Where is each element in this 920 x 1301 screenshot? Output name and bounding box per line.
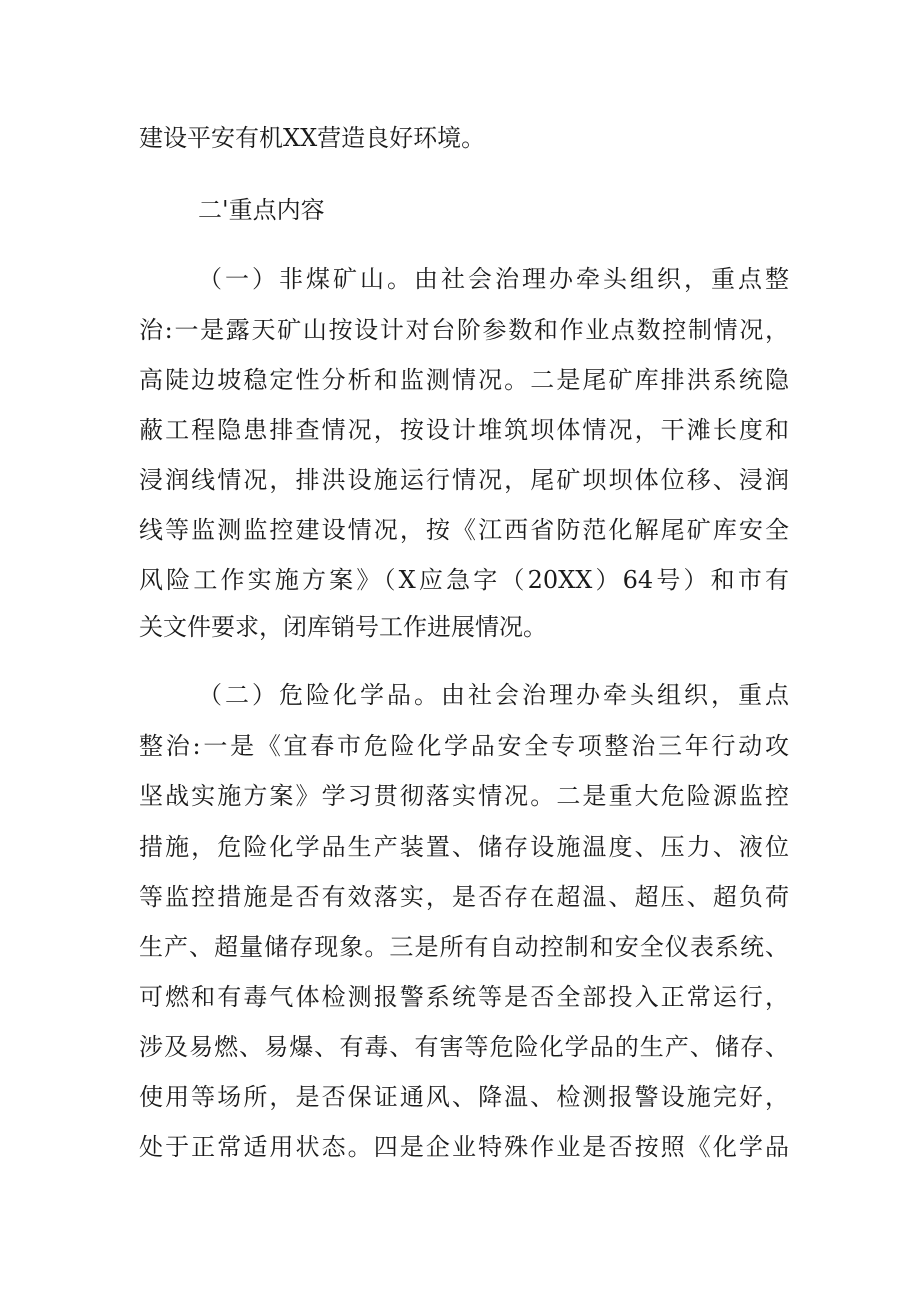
paragraph-2-line-5: 等监控措施是否有效落实，是否存在超温、超压、超负荷 [139, 883, 789, 911]
paragraph-2-line-10: 处于正常适用状态。四是企业特殊作业是否按照《化学品 [139, 1133, 789, 1161]
intro-line: 建设平安有机XX营造良好环境。 [139, 124, 486, 152]
paragraph-1-line-7: 风险工作实施方案》（X应急字（20XX）64号）和市有 [139, 566, 789, 594]
paragraph-2-line-1: （二）危险化学品。由社会治理办牵头组织，重点 [198, 681, 789, 709]
paragraph-1-line-8: 关文件要求，闭库销号工作进展情况。 [139, 613, 547, 641]
paragraph-2-line-6: 生产、超量储存现象。三是所有自动控制和安全仪表系统、 [139, 933, 789, 961]
paragraph-2-line-9: 使用等场所，是否保证通风、降温、检测报警设施完好， [139, 1083, 789, 1111]
paragraph-1-line-5: 浸润线情况，排洪设施运行情况，尾矿坝坝体位移、浸润 [139, 466, 789, 494]
paragraph-2-line-2: 整治:一是《宜春市危险化学品安全专项整治三年行动攻 [139, 732, 789, 760]
paragraph-1-line-3: 高陡边坡稳定性分析和监测情况。二是尾矿库排洪系统隐 [139, 366, 789, 394]
paragraph-2-line-8: 涉及易燃、易爆、有毒、有害等危险化学品的生产、储存、 [139, 1033, 789, 1061]
section-heading: 二'重点内容 [198, 196, 325, 224]
paragraph-2-line-3: 坚战实施方案》学习贯彻落实情况。二是重大危险源监控 [139, 782, 789, 810]
paragraph-1-line-6: 线等监测监控建设情况，按《江西省防范化解尾矿库安全 [139, 516, 789, 544]
paragraph-1-line-1: （一）非煤矿山。由社会治理办牵头组织，重点整 [198, 265, 789, 293]
paragraph-1-line-4: 蔽工程隐患排查情况，按设计堆筑坝体情况，干滩长度和 [139, 416, 789, 444]
paragraph-2-line-7: 可燃和有毒气体检测报警系统等是否全部投入正常运行， [139, 983, 789, 1011]
paragraph-1-line-2: 治:一是露天矿山按设计对台阶参数和作业点数控制情况， [139, 316, 789, 344]
paragraph-2-line-4: 措施，危险化学品生产装置、储存设施温度、压力、液位 [139, 833, 789, 861]
